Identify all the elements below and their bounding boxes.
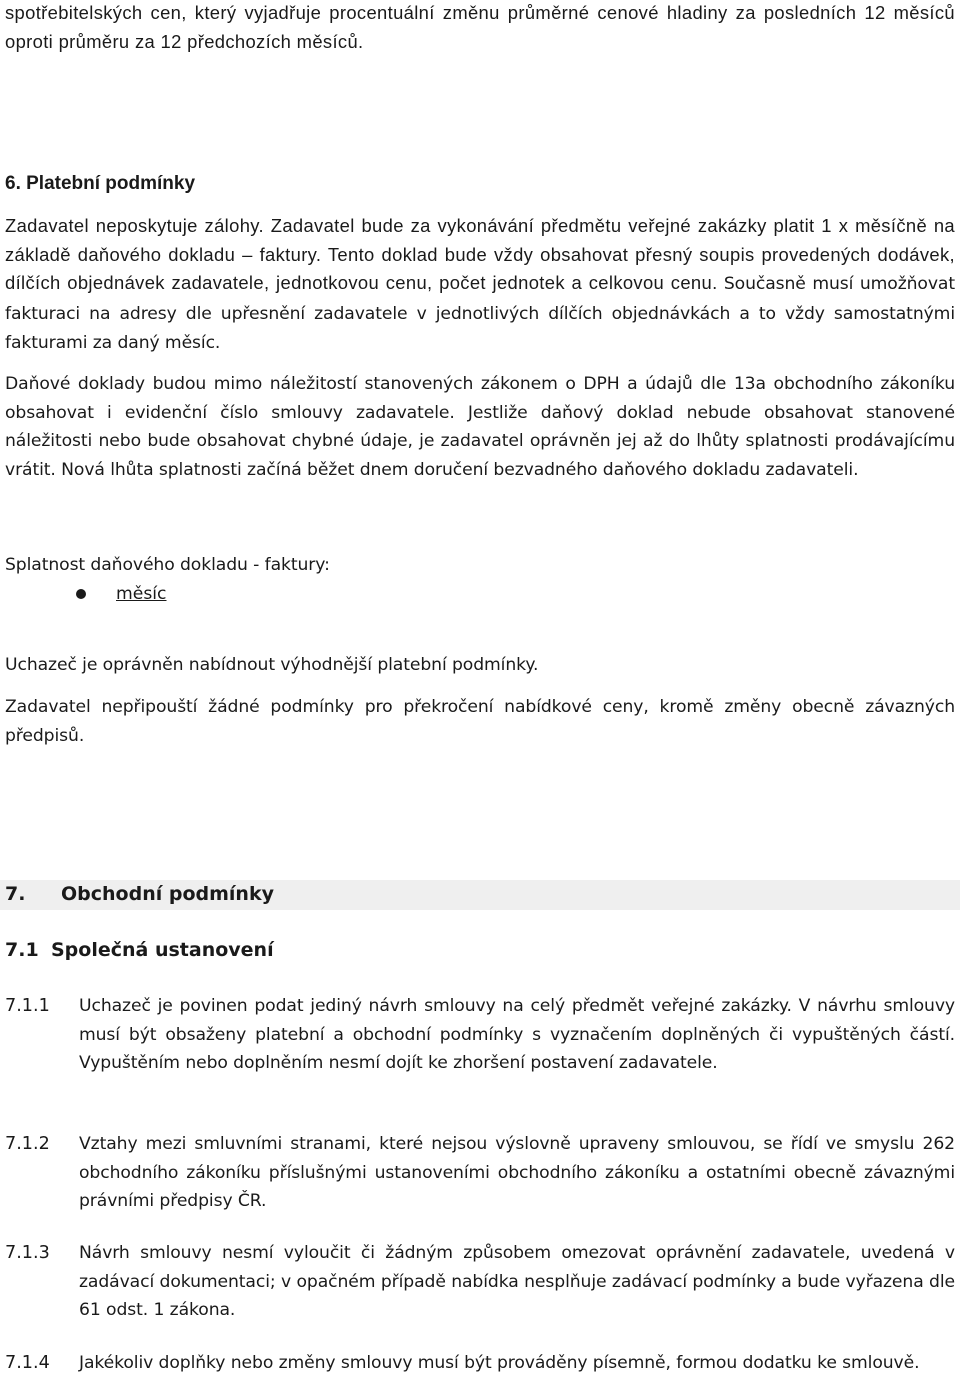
- tax-documents-paragraph: Daňové doklady budou mimo náležitostí stanovených zákonem o DPH a údajů dle 13a obchodního zákoníku obsahovat i evidenční číslo smlouvy zadavatele. Jestliže daňový doklad nebude obsahovat stanovené náležitosti nebo bude obsahovat chybné údaje, je zadavatel oprávněn jej až do lhůty splatnosti prodávajícímu vrátit. Nová lhůta splatnosti začíná běžet dnem doručení bezvadného daňového dokladu zadavateli.: [5, 374, 955, 480]
- section-7-1-number: 7.1: [5, 939, 39, 961]
- section-6-heading: 6. Platební podmínky: [5, 173, 196, 194]
- due-date-label: Splatnost daňového dokladu - faktury:: [5, 555, 330, 575]
- clause-number: 7.1.2: [5, 1134, 50, 1154]
- payment-terms-text-b: Současně musí umožňovat fakturaci na adresy dle upřesnění zadavatele v jednotlivých dílčích objednávkách a to vždy samostatnými fakturami za daný měsíc.: [5, 274, 955, 353]
- clause-number: 7.1.3: [5, 1243, 50, 1263]
- bullet-icon: [76, 589, 86, 599]
- clause-number: 7.1.1: [5, 996, 50, 1016]
- section-7-heading: [5, 883, 274, 905]
- payment-terms-paragraph: [5, 212, 955, 358]
- due-date-value: měsíc: [116, 584, 167, 604]
- clause-text: Návrh smlouvy nesmí vyloučit či žádným způsobem omezovat oprávnění zadavatele, uvedená v zadávací dokumentaci; v opačném případě nabídka nesplňuje zadávací podmínky a bude vyřazena dle 61 odst. 1 zákona.: [79, 1243, 955, 1320]
- due-date-bullet-item: [0, 580, 960, 610]
- better-terms-paragraph: Uchazeč je oprávněn nabídnout výhodnější platební podmínky.: [5, 655, 539, 675]
- intro-paragraph: spotřebitelských cen, který vyjadřuje procentuální změnu průměrné cenové hladiny za posledních 12 měsíců oproti průměru za 12 předchozích měsíců.: [5, 2, 955, 52]
- clause-number: 7.1.4: [5, 1353, 50, 1373]
- payment-terms-text-a: Zadavatel neposkytuje zálohy. Zadavatel bude za vykonávání předmětu veřejné zakázky platit 1 x měsíčně na základě daňového dokladu – faktury. Tento doklad bude vždy obsahovat přesný soupis provedených dodávek, dílčích objednávek zadavatele, jednotkovou cenu, počet jednotek a celkovou cenu.: [5, 215, 955, 293]
- clause-text: Uchazeč je povinen podat jediný návrh smlouvy na celý předmět veřejné zakázky. V návrhu smlouvy musí být obsaženy platební a obchodní podmínky s vyznačením doplněných či vypuštěných částí. Vypuštěním nebo doplněním nesmí dojít ke zhoršení postavení zadavatele.: [79, 996, 955, 1073]
- clause-text: Vztahy mezi smluvními stranami, které nejsou výslovně upraveny smlouvou, se řídí ve smyslu 262 obchodního zákoníku příslušnými ustanoveními obchodního zákoníku a ostatními obecně závaznými právními předpisy ČR.: [79, 1134, 955, 1211]
- price-terms-paragraph: Zadavatel nepřipouští žádné podmínky pro překročení nabídkové ceny, kromě změny obecně závazných předpisů.: [5, 697, 955, 746]
- section-7-title: Obchodní podmínky: [61, 883, 274, 905]
- clause-text: Jakékoliv doplňky nebo změny smlouvy musí být prováděny písemně, formou dodatku ke smlouvě.: [79, 1353, 920, 1373]
- section-7-1-title: Společná ustanovení: [51, 939, 274, 961]
- section-7-number: 7.: [5, 883, 26, 905]
- section-7-1-heading: [5, 939, 274, 961]
